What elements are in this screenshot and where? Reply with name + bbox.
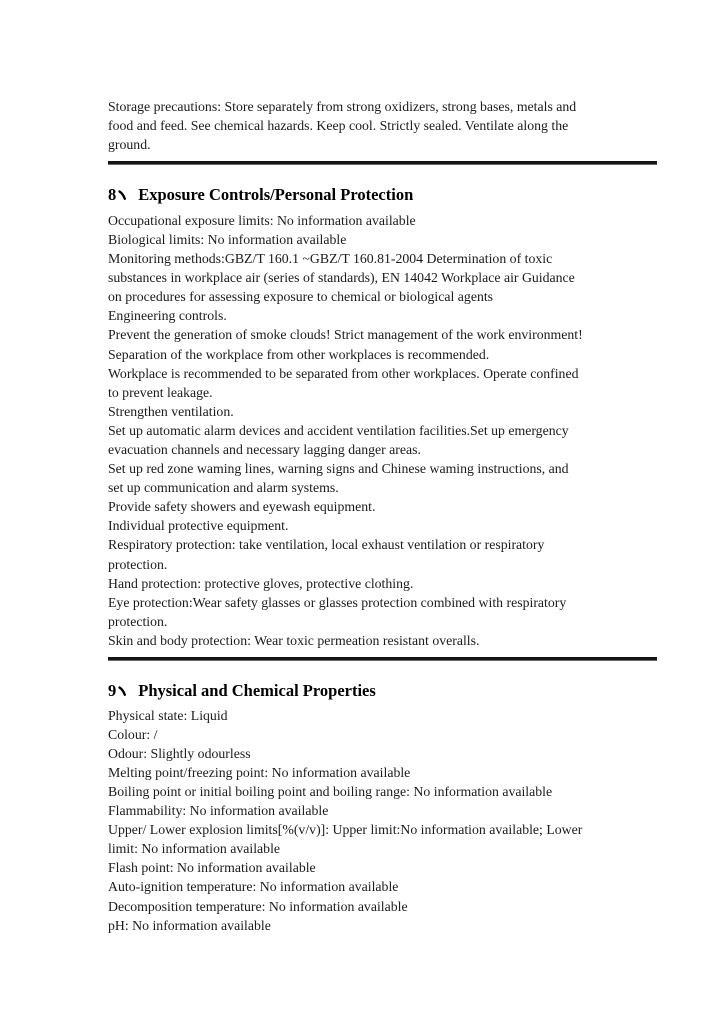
- section-heading-exposure-controls: [108, 183, 657, 206]
- section-title: Physical and Chemical Properties: [138, 680, 376, 700]
- section-heading-physical-chemical-properties: [108, 679, 657, 702]
- text-line: Odour: Slightly odourless: [108, 745, 251, 761]
- section-divider: [108, 161, 657, 165]
- text-line: Provide safety showers and eyewash equipment.: [108, 499, 376, 515]
- text-line: Flash point: No information available: [108, 860, 316, 876]
- text-line: Biological limits: No information available: [108, 231, 347, 247]
- section-title: Exposure Controls/Personal Protection: [138, 184, 414, 204]
- text-line: Separation of the workplace from other workplaces is recommended.: [108, 346, 490, 362]
- ideographic-comma-icon: [116, 686, 129, 697]
- text-line: Decomposition temperature: No information available: [108, 898, 408, 914]
- text-line: Prevent the generation of smoke clouds! Strict management of the work environment!: [108, 327, 583, 343]
- text-line: food and feed. See chemical hazards. Keep cool. Strictly sealed. Ventilate along the: [108, 118, 569, 134]
- text-line: Individual protective equipment.: [108, 518, 289, 534]
- text-line: ground.: [108, 137, 151, 153]
- text-line: Melting point/freezing point: No information available: [108, 764, 411, 780]
- text-line: limit: No information available: [108, 841, 281, 857]
- text-line: Skin and body protection: Wear toxic permeation resistant overalls.: [108, 632, 480, 648]
- text-line: Upper/ Lower explosion limits[%(v/v)]: Upper limit:No information available; Lower: [108, 822, 583, 838]
- text-line: to prevent leakage.: [108, 384, 213, 400]
- section-divider: [108, 657, 657, 661]
- text-line: Respiratory protection: take ventilation, local exhaust ventilation or respiratory: [108, 537, 545, 553]
- text-line: Workplace is recommended to be separated from other workplaces. Operate confined: [108, 365, 579, 381]
- text-line: substances in workplace air (series of standards), EN 14042 Workplace air Guidance: [108, 270, 575, 286]
- text-line: evacuation channels and necessary lagging danger areas.: [108, 442, 421, 457]
- text-line: Storage precautions: Store separately from strong oxidizers, strong bases, metals and: [108, 99, 577, 114]
- section-exposure-controls-body: [108, 211, 657, 650]
- section-number: 8: [108, 184, 117, 204]
- storage-precautions-paragraph: [108, 97, 657, 154]
- section-physical-chemical-body: [108, 706, 657, 935]
- text-line: Physical state: Liquid: [108, 707, 228, 723]
- section-number: 9: [108, 680, 117, 700]
- text-line: Eye protection:Wear safety glasses or glasses protection combined with respiratory: [108, 594, 567, 610]
- text-line: pH: No information available: [108, 917, 271, 933]
- text-line: protection.: [108, 613, 168, 629]
- text-line: Boiling point or initial boiling point and boiling range: No information available: [108, 784, 553, 799]
- ideographic-comma-icon: [116, 190, 129, 201]
- text-line: Colour: /: [108, 726, 158, 742]
- text-line: Strengthen ventilation.: [108, 403, 234, 419]
- text-line: Auto-ignition temperature: No information available: [108, 879, 399, 895]
- text-line: on procedures for assessing exposure to chemical or biological agents: [108, 289, 494, 305]
- text-line: Monitoring methods:GBZ/T 160.1 ~GBZ/T 160.81-2004 Determination of toxic: [108, 251, 553, 267]
- text-line: Hand protection: protective gloves, protective clothing.: [108, 575, 414, 591]
- text-line: Flammability: No information available: [108, 803, 329, 819]
- text-line: Occupational exposure limits: No information available: [108, 212, 416, 228]
- text-line: Set up automatic alarm devices and accident ventilation facilities.Set up emergency: [108, 422, 569, 438]
- text-line: Engineering controls.: [108, 308, 227, 324]
- text-line: set up communication and alarm systems.: [108, 480, 339, 496]
- text-line: protection.: [108, 556, 168, 572]
- text-line: Set up red zone waming lines, warning signs and Chinese waming instructions, and: [108, 461, 569, 477]
